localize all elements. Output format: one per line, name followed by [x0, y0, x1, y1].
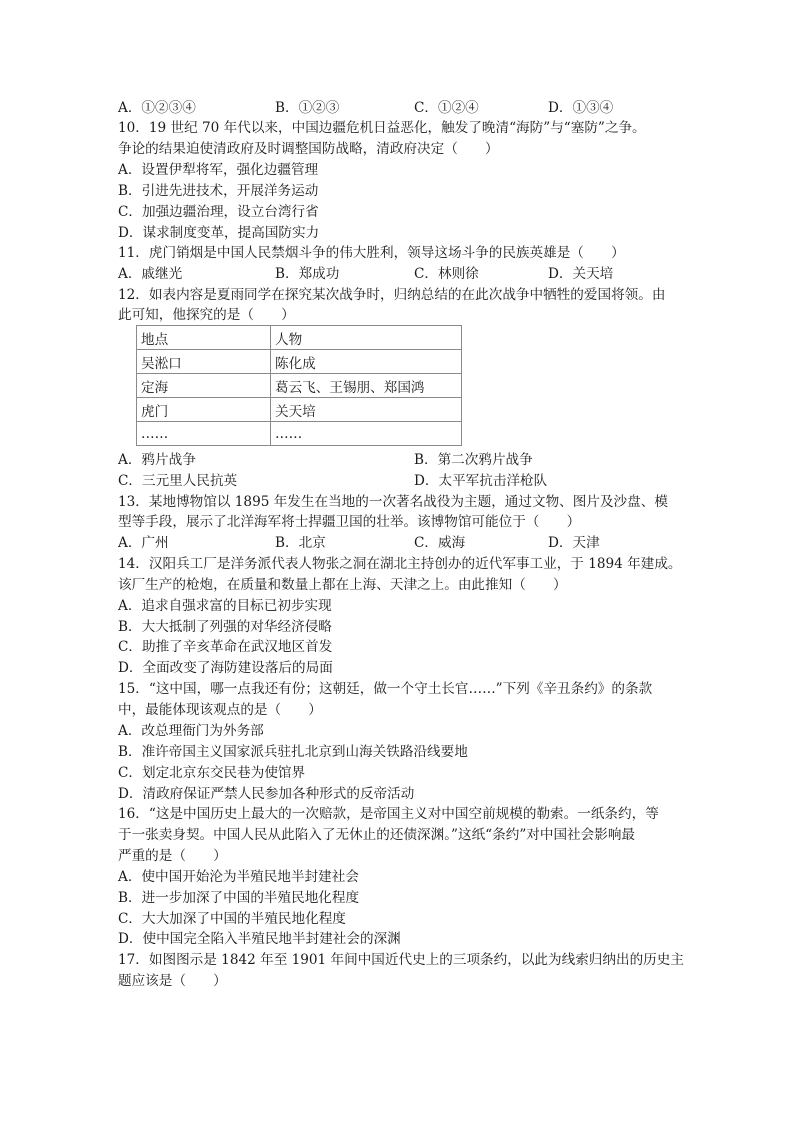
q9-option-c[interactable]: C．①②④	[414, 100, 479, 116]
q10-stem-line-1: 10．19 世纪 70 年代以来，中国边疆危机日益恶化，触发了晚清“海防”与“塞防”之争。	[118, 120, 646, 136]
q13-stem-line-2: 型等手段，展示了北洋海军将士捍疆卫国的壮举。该博物馆可能位于（ ）	[118, 514, 581, 530]
table-cell-person: 葛云飞、王锡朋、郑国鸿	[271, 374, 462, 398]
q12-stem-line-2: 此可知，他探究的是（ ）	[118, 307, 295, 323]
q15-option-c[interactable]: C．划定北京东交民巷为使馆界	[118, 765, 306, 781]
q17-stem-line-2: 题应该是（ ）	[118, 973, 227, 989]
q14-option-b[interactable]: B．大大抵制了列强的对华经济侵略	[118, 619, 332, 635]
q16-stem-line-3: 严重的是（ ）	[118, 848, 227, 864]
table-cell-place: 吴淞口	[137, 350, 271, 374]
table-header-row	[137, 326, 462, 350]
q12-option-c[interactable]: C．三元里人民抗英	[118, 473, 238, 489]
q16-option-d[interactable]: D．使中国完全陷入半殖民地半封建社会的深渊	[118, 931, 401, 947]
q9-option-a[interactable]: A．①②③④	[118, 100, 196, 116]
q14-option-d[interactable]: D．全面改变了海防建设落后的局面	[118, 660, 333, 676]
q12-option-b[interactable]: B．第二次鸦片战争	[414, 452, 533, 468]
q10-option-a[interactable]: A．设置伊犁将军，强化边疆管理	[118, 162, 319, 178]
q10-option-b[interactable]: B．引进先进技术，开展洋务运动	[118, 183, 319, 199]
q16-option-c[interactable]: C．大大加深了中国的半殖民地化程度	[118, 911, 346, 927]
table-row	[137, 374, 462, 398]
q11-stem-line-1: 11．虎门销烟是中国人民禁烟斗争的伟大胜利，领导这场斗争的民族英雄是（ ）	[118, 245, 625, 261]
q14-stem-line-1: 14．汉阳兵工厂是洋务派代表人物张之洞在湖北主持创办的近代军事工业，于 1894 年建成。	[118, 556, 682, 572]
q16-stem-line-2: 于一张卖身契。中国人民从此陷入了无休止的还债深渊。”这纸“条约”对中国社会影响最	[118, 827, 636, 843]
table-cell-place: ……	[137, 422, 271, 446]
q12-table	[136, 325, 462, 446]
q13-option-b[interactable]: B．北京	[275, 535, 326, 551]
q10-option-d[interactable]: D．谋求制度变革，提高国防实力	[118, 225, 320, 241]
table-cell-place: 定海	[137, 374, 271, 398]
q16-option-b[interactable]: B．进一步加深了中国的半殖民地化程度	[118, 890, 360, 906]
q15-stem-line-2: 中，最能体现该观点的是（ ）	[118, 702, 322, 718]
q15-option-d[interactable]: D．清政府保证严禁人民参加各种形式的反帝活动	[118, 786, 415, 802]
q12-option-a[interactable]: A．鸦片战争	[118, 452, 196, 468]
q12-option-d[interactable]: D．太平军抗击洋枪队	[414, 473, 548, 489]
q11-option-d[interactable]: D．关天培	[548, 266, 614, 282]
q13-option-a[interactable]: A．广州	[118, 535, 169, 551]
q15-option-a[interactable]: A．改总理衙门为外务部	[118, 723, 264, 739]
table-row	[137, 422, 462, 446]
q16-option-a[interactable]: A．使中国开始沦为半殖民地半封建社会	[118, 869, 359, 885]
q9-option-d[interactable]: D．①③④	[548, 100, 614, 116]
q14-option-c[interactable]: C．助推了辛亥革命在武汉地区首发	[118, 639, 333, 655]
q14-option-a[interactable]: A．追求自强求富的目标已初步实现	[118, 598, 332, 614]
q13-option-c[interactable]: C．威海	[414, 535, 466, 551]
q14-stem-line-2: 该厂生产的枪炮，在质量和数量上都在上海、天津之上。由此推知（ ）	[118, 577, 567, 593]
q9-option-b[interactable]: B．①②③	[275, 100, 340, 116]
table-row	[137, 350, 462, 374]
table-header-place: 地点	[137, 326, 271, 350]
table-header-person: 人物	[271, 326, 462, 350]
q11-option-b[interactable]: B．郑成功	[275, 266, 340, 282]
table-cell-person: 关天培	[271, 398, 462, 422]
table-cell-place: 虎门	[137, 398, 271, 422]
table-cell-person: ……	[271, 422, 462, 446]
q10-stem-line-2: 争论的结果迫使清政府及时调整国防战略，清政府决定（ ）	[118, 141, 499, 157]
q15-option-b[interactable]: B．准许帝国主义国家派兵驻扎北京到山海关铁路沿线要地	[118, 744, 468, 760]
table-cell-person: 陈化成	[271, 350, 462, 374]
table-row	[137, 398, 462, 422]
q13-stem-line-1: 13．某地博物馆以 1895 年发生在当地的一次著名战役为主题，通过文物、图片及沙盘、模	[118, 494, 668, 510]
q16-stem-line-1: 16．“这是中国历史上最大的一次赔款，是帝国主义对中国空前规模的勒索。一纸条约，等	[118, 806, 659, 822]
q12-stem-line-1: 12．如表内容是夏雨同学在探究某次战争时，归纳总结的在此次战争中牺牲的爱国将领。由	[118, 287, 666, 303]
q15-stem-line-1: 15．“这中国，哪一点我还有份；这朝廷，做一个守土长官……”下列《辛丑条约》的条款	[118, 681, 653, 697]
q11-option-c[interactable]: C．林则徐	[414, 266, 479, 282]
q17-stem-line-1: 17．如图图示是 1842 年至 1901 年间中国近代史上的三项条约，以此为线索归纳出的历史主	[118, 952, 684, 968]
q11-option-a[interactable]: A．戚继光	[118, 266, 183, 282]
q10-option-c[interactable]: C．加强边疆治理，设立台湾行省	[118, 204, 319, 220]
q13-option-d[interactable]: D．天津	[548, 535, 600, 551]
